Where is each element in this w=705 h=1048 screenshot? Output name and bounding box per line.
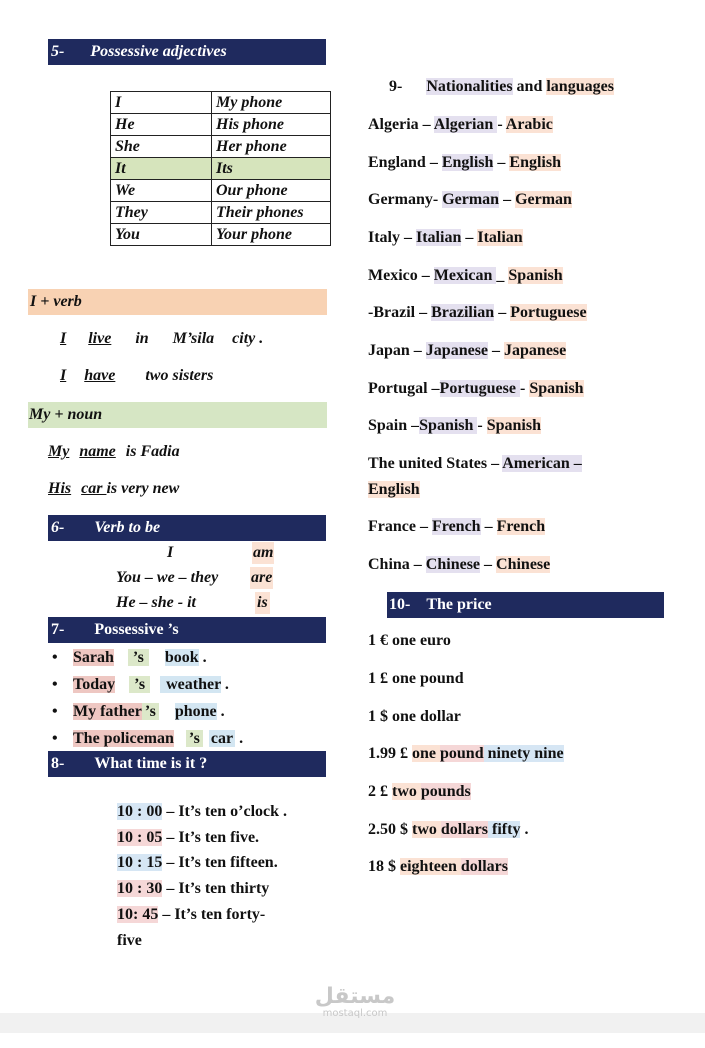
time-line — [117, 906, 265, 924]
section-10-number: 10- — [389, 596, 411, 613]
possessive-cell: Its — [212, 158, 331, 180]
example-his-car — [48, 480, 179, 498]
section-9-number: 9- — [389, 78, 403, 95]
price-line — [368, 632, 451, 650]
pronoun-cell: She — [111, 136, 212, 158]
time-continuation — [117, 932, 142, 950]
nationality-row — [368, 342, 566, 360]
example-word: car — [81, 480, 107, 497]
nationality: Japanese — [425, 342, 489, 359]
subject: You – we – they — [116, 569, 219, 586]
section-6-title: Verb to be — [94, 519, 161, 536]
language: Spanish — [508, 267, 563, 284]
country: France – — [368, 518, 432, 535]
nationality-row-us — [368, 455, 582, 473]
possessive-cell: My phone — [212, 92, 331, 114]
verb: am — [253, 544, 274, 561]
price-text: 1 € one euro — [368, 632, 451, 649]
pronoun-cell: It — [111, 158, 212, 180]
i-verb-heading-text: I + verb — [30, 293, 82, 310]
separator: – — [488, 342, 505, 359]
country: Japan – — [368, 342, 426, 359]
country: Italy – — [368, 229, 416, 246]
period: . — [235, 730, 244, 747]
nationality-row — [368, 417, 541, 435]
table-row — [111, 136, 331, 158]
table-row — [111, 202, 331, 224]
language: Portuguese — [510, 304, 587, 321]
country: Algeria – — [368, 116, 434, 133]
period: . — [198, 649, 207, 666]
nationality: Brazilian — [431, 304, 495, 321]
section-8-title: What time is it ? — [94, 755, 208, 772]
nationality: Mexican — [433, 267, 497, 284]
language: Japanese — [504, 342, 567, 359]
owner: The policeman — [73, 730, 174, 747]
time-line — [117, 880, 269, 898]
nationality: American – — [502, 455, 582, 472]
verb-am — [252, 542, 274, 564]
example-word: I — [60, 330, 67, 347]
country: China – — [368, 556, 426, 573]
possessive-cell: Your phone — [212, 224, 331, 246]
possessive-s: ’s — [129, 676, 150, 693]
separator: - — [497, 116, 506, 133]
pronoun-cell: I — [111, 92, 212, 114]
possessive-cell: His phone — [212, 114, 331, 136]
price-line — [368, 783, 471, 801]
separator: - — [519, 380, 530, 397]
time-value: 10 : 05 — [117, 829, 163, 846]
list-item — [48, 727, 243, 754]
my-noun-heading — [28, 402, 327, 428]
price-amount: 2 £ — [368, 783, 392, 800]
thing: weather — [160, 676, 221, 693]
price-word: ninety nine — [483, 745, 564, 762]
separator: – — [480, 518, 497, 535]
price-line — [368, 858, 508, 876]
time-value: 10 : 15 — [117, 854, 163, 871]
owner: My father — [73, 703, 142, 720]
time-line — [117, 803, 287, 821]
period: . — [220, 676, 229, 693]
table-row — [111, 114, 331, 136]
price-amount: 1.99 £ — [368, 745, 412, 762]
time-value: 10 : 00 — [117, 803, 163, 820]
nationality-row — [368, 518, 545, 536]
country: The united States – — [368, 455, 503, 472]
verb-to-be-line — [167, 544, 173, 562]
separator: – — [493, 154, 510, 171]
separator: – — [480, 556, 497, 573]
table-row — [111, 224, 331, 246]
example-word: is Fadia — [125, 443, 180, 460]
table-row-highlighted — [111, 158, 331, 180]
language: English — [368, 481, 420, 498]
section-9-title-a: Nationalities — [426, 78, 513, 95]
example-word: I — [60, 367, 67, 384]
logo-arabic: مستقل — [314, 984, 396, 1009]
language: German — [515, 191, 572, 208]
price-text: 1 $ one dollar — [368, 708, 461, 725]
country: Spain – — [368, 417, 420, 434]
time-text: – It’s ten thirty — [162, 880, 270, 897]
time-text: – It’s ten o’clock . — [162, 803, 288, 820]
nationality: French — [431, 518, 481, 535]
subject: I — [167, 544, 174, 561]
possessive-adjectives-table — [110, 91, 331, 246]
language: Spanish — [486, 417, 541, 434]
example-word: in — [135, 330, 149, 347]
separator: – — [494, 304, 511, 321]
price-line — [368, 821, 528, 839]
section-7-header — [48, 617, 326, 643]
time-line — [117, 854, 278, 872]
country: Germany- — [368, 191, 443, 208]
section-10-header — [387, 592, 664, 618]
possessive-s-list — [48, 646, 243, 754]
period: . — [216, 703, 225, 720]
verb-is — [255, 592, 270, 614]
verb: is — [257, 594, 268, 611]
list-item — [48, 646, 243, 673]
list-item — [48, 673, 243, 700]
owner: Sarah — [73, 649, 114, 666]
separator: – — [499, 191, 516, 208]
pronoun-cell: We — [111, 180, 212, 202]
country: Mexico – — [368, 267, 434, 284]
language: Italian — [477, 229, 523, 246]
possessive-s: ’s — [186, 730, 203, 747]
nationality-row — [368, 191, 572, 209]
verb-are — [250, 567, 273, 589]
owner: Today — [73, 676, 116, 693]
example-word: have — [84, 367, 116, 384]
nationality: Algerian — [433, 116, 498, 133]
time-text: – It’s ten five. — [162, 829, 260, 846]
nationality: Chinese — [425, 556, 481, 573]
possessive-cell: Her phone — [212, 136, 331, 158]
example-word: My — [48, 443, 70, 460]
nationality-row — [368, 229, 523, 247]
possessive-s: ’s — [142, 703, 159, 720]
time-text: – It’s ten forty- — [158, 906, 266, 923]
nationality-row — [368, 116, 553, 134]
section-5-title: Possessive adjectives — [90, 43, 227, 60]
separator: _ — [496, 267, 509, 284]
pronoun-cell: You — [111, 224, 212, 246]
nationality-row — [368, 380, 584, 398]
language: English — [509, 154, 561, 171]
separator: – — [461, 229, 478, 246]
example-word: is very new — [106, 480, 180, 497]
example-word: His — [48, 480, 72, 497]
example-i-have — [60, 367, 213, 385]
nationality: German — [442, 191, 500, 208]
time-text: five — [117, 932, 142, 949]
language: Chinese — [496, 556, 551, 573]
i-verb-heading — [28, 289, 327, 315]
table-row — [111, 92, 331, 114]
nationality-row — [368, 267, 563, 285]
section-8-number: 8- — [51, 755, 65, 772]
country: Portugal – — [368, 380, 440, 397]
price-amount: 18 $ — [368, 858, 400, 875]
price-word: two — [412, 821, 441, 838]
section-7-number: 7- — [51, 621, 65, 638]
price-word: dollars — [460, 858, 508, 875]
section-9-title-b: languages — [546, 78, 614, 95]
example-word: name — [79, 443, 116, 460]
pronoun-cell: They — [111, 202, 212, 224]
section-7-title: Possessive ’s — [94, 621, 179, 638]
time-value: 10: 45 — [117, 906, 159, 923]
country: England – — [368, 154, 442, 171]
example-word: city . — [232, 330, 264, 347]
time-line — [117, 829, 259, 847]
price-amount: 2.50 $ — [368, 821, 412, 838]
price-word: dollars — [440, 821, 489, 838]
thing: phone — [174, 703, 217, 720]
price-line — [368, 670, 464, 688]
price-word: pounds — [420, 783, 471, 800]
section-5-number: 5- — [51, 43, 65, 60]
nationality: Portuguese — [439, 380, 520, 397]
list-item — [48, 700, 243, 727]
example-word: M’sila — [172, 330, 215, 347]
pronoun-cell: He — [111, 114, 212, 136]
example-word: two sisters — [145, 367, 214, 384]
possessive-cell: Their phones — [212, 202, 331, 224]
section-8-header — [48, 751, 326, 777]
nationality-row-us-language — [368, 481, 420, 499]
separator: - — [477, 417, 487, 434]
language: French — [496, 518, 546, 535]
section-9-header — [389, 78, 614, 96]
example-word: live — [88, 330, 112, 347]
nationality: Italian — [416, 229, 462, 246]
price-word: one — [412, 745, 440, 762]
section-6-number: 6- — [51, 519, 65, 536]
language: Spanish — [529, 380, 584, 397]
mostaql-logo — [313, 985, 397, 1019]
section-10-title: The price — [426, 596, 492, 613]
section-9-title-and: and — [512, 78, 547, 95]
nationality-row — [368, 154, 561, 172]
price-word: eighteen — [400, 858, 461, 875]
nationality: Spanish — [419, 417, 478, 434]
my-noun-heading-text: My + noun — [29, 406, 103, 423]
section-5-header — [48, 39, 326, 65]
section-6-header — [48, 515, 326, 541]
price-line — [368, 745, 564, 763]
price-word: fifty — [488, 821, 521, 838]
possessive-s: ’s — [128, 649, 149, 666]
price-word: two — [392, 783, 421, 800]
verb: are — [251, 569, 273, 586]
period: . — [520, 821, 529, 838]
logo-latin: mostaql.com — [322, 1008, 388, 1019]
nationality: English — [441, 154, 494, 171]
price-text: 1 £ one pound — [368, 670, 464, 687]
subject: He – she - it — [116, 594, 196, 611]
language: Arabic — [505, 116, 553, 133]
thing: book — [164, 649, 199, 666]
example-my-name — [48, 443, 180, 461]
thing: car — [210, 730, 234, 747]
time-text: – It’s ten fifteen. — [162, 854, 278, 871]
verb-to-be-line — [116, 594, 196, 612]
nationality-row — [368, 556, 550, 574]
time-value: 10 : 30 — [117, 880, 163, 897]
nationality-row — [368, 304, 587, 322]
possessive-cell: Our phone — [212, 180, 331, 202]
verb-to-be-line — [116, 569, 218, 587]
country: -Brazil – — [368, 304, 432, 321]
price-word: pound — [440, 745, 484, 762]
table-row — [111, 180, 331, 202]
example-i-live — [60, 330, 263, 348]
price-line — [368, 708, 461, 726]
